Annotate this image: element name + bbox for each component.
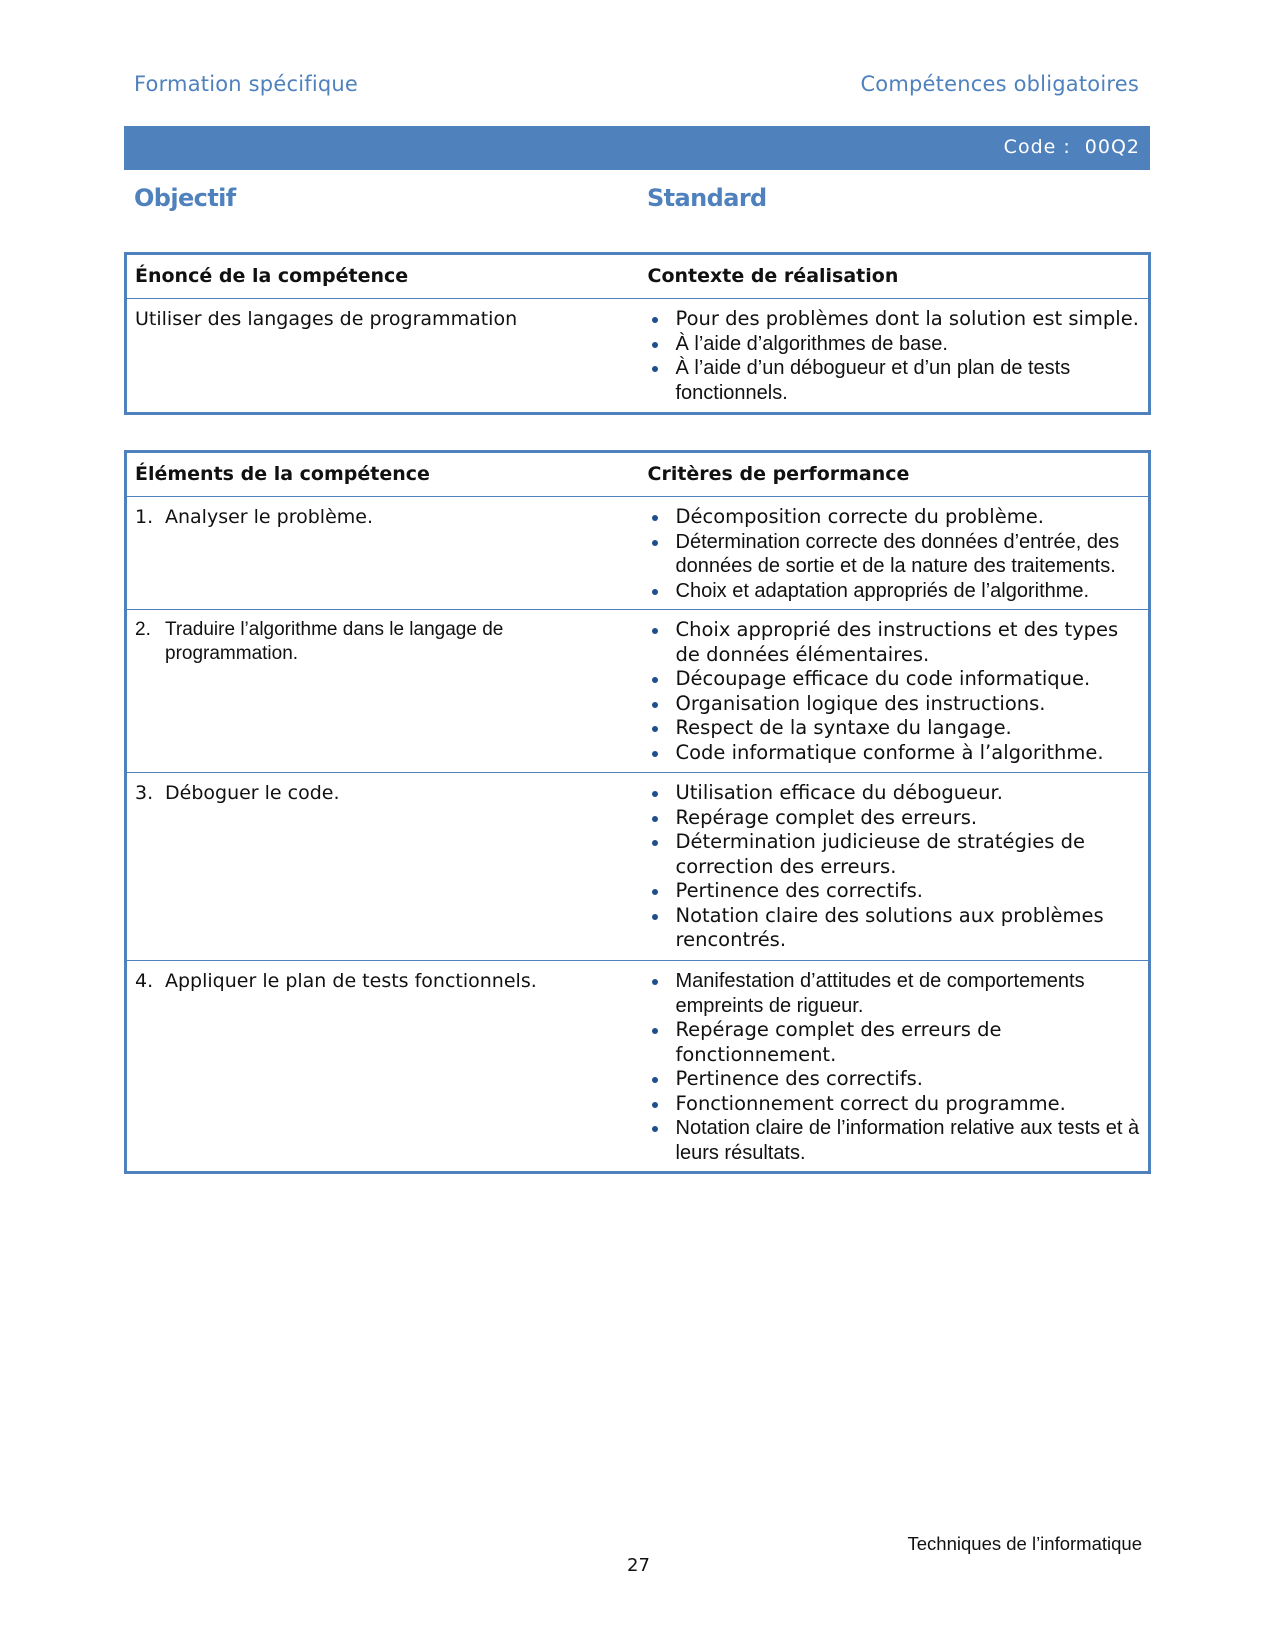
header-section-title: Formation spécifique — [134, 72, 359, 96]
element-number: 1. — [135, 506, 154, 528]
criterion-item: Organisation logique des instructions. — [646, 692, 1141, 717]
statement-header: Énoncé de la compétence — [126, 254, 638, 299]
competency-statement: Utiliser des langages de programmation — [126, 299, 638, 414]
competency-code — [1004, 136, 1140, 158]
criterion-item: Décomposition correcte du problème. — [646, 505, 1141, 530]
criterion-item: Notation claire des solutions aux problèmes rencontrés. — [646, 904, 1141, 953]
element-text: Analyser le problème. — [165, 506, 373, 528]
criteria-cell — [638, 773, 1150, 961]
element-cell — [126, 610, 638, 773]
code-bar — [124, 126, 1150, 170]
criterion-item: Découpage efficace du code informatique. — [646, 667, 1141, 692]
standard-heading: Standard — [647, 184, 767, 212]
table-row — [126, 773, 1150, 961]
criterion-item: Utilisation efficace du débogueur. — [646, 781, 1141, 806]
criterion-item: Respect de la syntaxe du langage. — [646, 716, 1141, 741]
criterion-item: Pertinence des correctifs. — [646, 1067, 1141, 1092]
code-value: 00Q2 — [1084, 136, 1140, 158]
criterion-item: Manifestation d’attitudes et de comportements empreints de rigueur. — [646, 969, 1141, 1018]
table-row — [126, 497, 1150, 610]
competency-table — [124, 252, 1151, 415]
element-number: 2. — [135, 619, 151, 640]
table-row — [126, 610, 1150, 773]
element-cell — [126, 961, 638, 1173]
code-label: Code : — [1003, 136, 1071, 158]
criterion-item: Fonctionnement correct du programme. — [646, 1092, 1141, 1117]
criterion-item: Code informatique conforme à l’algorithme. — [646, 741, 1141, 766]
element-text: Appliquer le plan de tests fonctionnels. — [165, 970, 537, 992]
criteria-header: Critères de performance — [638, 452, 1150, 497]
table-row — [126, 961, 1150, 1173]
criterion-item: Notation claire de l’information relative aux tests et à leurs résultats. — [646, 1116, 1141, 1165]
element-text: Traduire l’algorithme dans le langage de programmation. — [165, 619, 504, 664]
criterion-item: Repérage complet des erreurs de fonctionnement. — [646, 1018, 1141, 1067]
criterion-item: Pertinence des correctifs. — [646, 879, 1141, 904]
header-document-title: Compétences obligatoires — [860, 72, 1139, 96]
element-cell — [126, 497, 638, 610]
objective-heading: Objectif — [134, 184, 236, 212]
criteria-cell — [638, 610, 1150, 773]
criteria-cell — [638, 961, 1150, 1173]
context-list — [646, 307, 1141, 405]
criterion-item: Détermination correcte des données d’entrée, des données de sortie et de la nature des traitements. — [646, 530, 1141, 579]
context-item: À l’aide d’algorithmes de base. — [646, 332, 1141, 357]
context-item: Pour des problèmes dont la solution est simple. — [646, 307, 1141, 332]
element-cell — [126, 773, 638, 961]
element-text: Déboguer le code. — [165, 782, 340, 804]
element-number: 4. — [135, 970, 154, 992]
page-number: 27 — [627, 1555, 650, 1576]
criterion-item: Choix et adaptation appropriés de l’algorithme. — [646, 579, 1141, 604]
element-number: 3. — [135, 782, 154, 804]
elements-table — [124, 450, 1151, 1174]
context-cell — [638, 299, 1150, 414]
criterion-item: Repérage complet des erreurs. — [646, 806, 1141, 831]
elements-header: Éléments de la compétence — [126, 452, 638, 497]
footer-program-name: Techniques de l’informatique — [907, 1533, 1142, 1554]
context-header: Contexte de réalisation — [638, 254, 1150, 299]
context-item: À l’aide d’un débogueur et d’un plan de tests fonctionnels. — [646, 356, 1141, 405]
criterion-item: Choix approprié des instructions et des types de données élémentaires. — [646, 618, 1141, 667]
criteria-cell — [638, 497, 1150, 610]
criterion-item: Détermination judicieuse de stratégies de correction des erreurs. — [646, 830, 1141, 879]
